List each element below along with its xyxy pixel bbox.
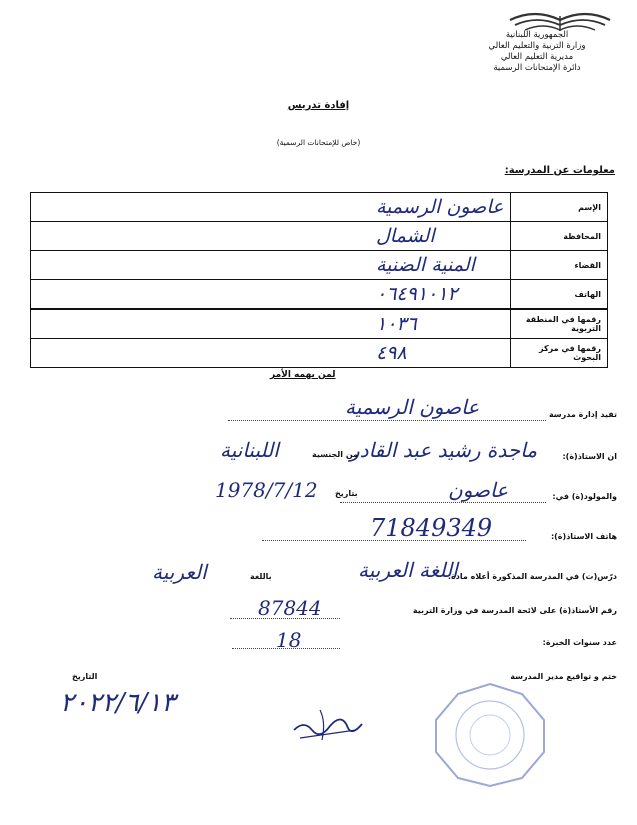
admin-value: عاصون الرسمية [345,395,480,419]
research-center-number-label: رقمها في مركز البحوث [511,339,608,368]
subject-label: درّس(ت) في المدرسة المذكورة أعلاه مادة: [447,572,617,581]
edu-zone-number-label: رقمها في المنطقة التربوية [511,309,608,339]
admin-label: تفيد إدارة مدرسة [548,410,617,419]
subject-value: اللغة العربية [358,558,458,582]
school-info-table [30,192,608,368]
date-value: ٢٠٢٢/٦/١٣ [60,688,176,718]
document-title: إفادة تدريس [287,100,350,111]
school-name-value: عاصون الرسمية [376,196,504,218]
district-label: القضاء [511,251,608,280]
document-subtitle: (خاص للإمتحانات الرسمية) [276,138,361,147]
language-label: باللغة [250,572,272,581]
header-line-2: وزارة التربية والتعليم العالي [488,41,586,51]
phone-value: ٠٦٤٩١٠١٢ [376,283,458,305]
header-line-4: دائرة الإمتحانات الرسمية [493,63,581,73]
header-line-1: الجمهورية اللبنانية [505,30,569,40]
teacher-phone-value: 71849349 [370,514,493,542]
research-center-number-value: ٤٩٨ [376,342,407,364]
teacher-phone-label: هاتف الاستاذ(ة): [550,532,617,541]
staff-number-value: 87844 [258,596,322,620]
teacher-label: ان الاستاذ(ة): [562,452,617,461]
table-row [31,339,608,368]
birth-date-label: بتاريخ [335,489,358,498]
table-value-cell [31,251,511,280]
admin-dotted-line [228,420,546,421]
teacher-value: ماجدة رشيد عبد القادر [350,438,538,462]
governorate-value: الشمال [376,225,435,247]
table-row [31,222,608,251]
table-row [31,309,608,339]
language-value: العربية [152,560,207,584]
phone-label: الهاتف [511,280,608,310]
school-name-label: الإسم [511,193,608,222]
table-row [31,251,608,280]
table-value-cell [31,339,511,368]
edu-zone-number-value: ١٠٣٦ [376,313,417,335]
table-value-cell [31,280,511,310]
nationality-label: من الجنسية [312,450,358,459]
signature-label: ختم و تواقيع مدير المدرسة [510,672,617,681]
birth-label: والمولود(ة) في: [552,492,617,501]
ministry-logo-icon [505,6,615,32]
date-label: التاريخ [72,672,98,681]
concern-heading: لمن يهمه الأمر [270,370,336,380]
birth-place-dotted-line [340,502,546,503]
birth-date-value: 1978/7/12 [215,478,318,502]
governorate-label: المحافظة [511,222,608,251]
table-value-cell [31,193,511,222]
nationality-value: اللبنانية [220,438,279,462]
table-row [31,193,608,222]
birth-place-value: عاصون [448,478,509,502]
district-value: المنية الضنية [376,254,475,276]
director-signature-icon [290,700,370,745]
section-heading: معلومات عن المدرسة: [504,165,615,176]
table-row [31,280,608,310]
staff-number-label: رقم الأستاذ(ة) على لائحة المدرسة في وزارة التربية [412,606,617,615]
school-stamp-icon [430,680,550,790]
letterhead [447,30,627,74]
table-value-cell [31,309,511,339]
header-line-3: مديرية التعليم العالي [500,52,574,62]
experience-label: عدد سنوات الخبرة: [542,638,617,647]
table-value-cell [31,222,511,251]
experience-value: 18 [276,628,302,652]
